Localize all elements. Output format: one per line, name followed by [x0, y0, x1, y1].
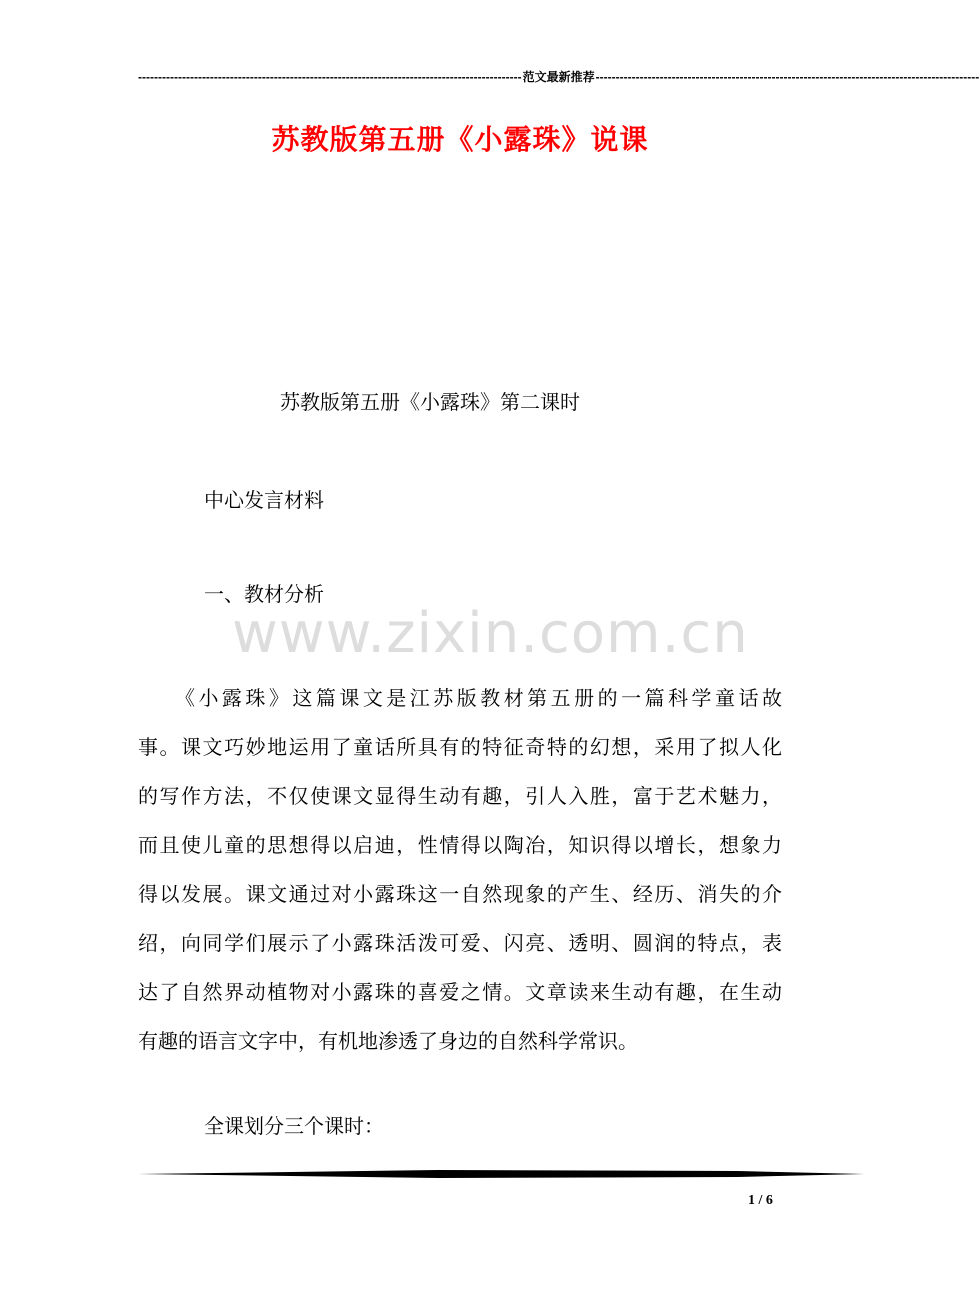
body-line: 得以发展。课文通过对小露珠这一自然现象的产生、经历、消失的介 [138, 882, 782, 906]
body-paragraph [138, 674, 782, 1066]
header-label: 范文最新推荐 [522, 70, 595, 84]
document-title: 苏教版第五册《小露珠》说课 [271, 123, 649, 156]
header-divider [138, 69, 979, 85]
header-dashes-left: ------------------------------------------------------------------------------------------------ [138, 70, 522, 84]
header-dashes-right: ------------------------------------------------------------------------------------------------ [595, 70, 979, 84]
footer-rule [138, 1168, 864, 1180]
body-line: 而且使儿童的思想得以启迪，性情得以陶冶，知识得以增长，想象力 [138, 833, 782, 857]
body-line: 的写作方法，不仅使课文显得生动有趣，引人入胜，富于艺术魅力， [138, 784, 782, 808]
page-number: 1 / 6 [748, 1193, 773, 1208]
body-line: 事。课文巧妙地运用了童话所具有的特征奇特的幻想，采用了拟人化 [138, 735, 782, 759]
body-line: 绍，向同学们展示了小露珠活泼可爱、闪亮、透明、圆润的特点，表 [138, 931, 782, 955]
section-heading-textbook-analysis: 一、教材分析 [204, 582, 324, 606]
document-subtitle: 苏教版第五册《小露珠》第二课时 [280, 390, 580, 414]
closing-line: 全课划分三个课时： [204, 1114, 384, 1138]
watermark-text: www.zixin.com.cn [232, 601, 749, 666]
body-line: 《小露珠》这篇课文是江苏版教材第五册的一篇科学童话故 [138, 686, 782, 710]
body-line: 达了自然界动植物对小露珠的喜爱之情。文章读来生动有趣，在生动 [138, 980, 782, 1004]
section-material: 中心发言材料 [204, 488, 324, 512]
body-line: 有趣的语言文字中，有机地渗透了身边的自然科学常识。 [138, 1029, 638, 1053]
